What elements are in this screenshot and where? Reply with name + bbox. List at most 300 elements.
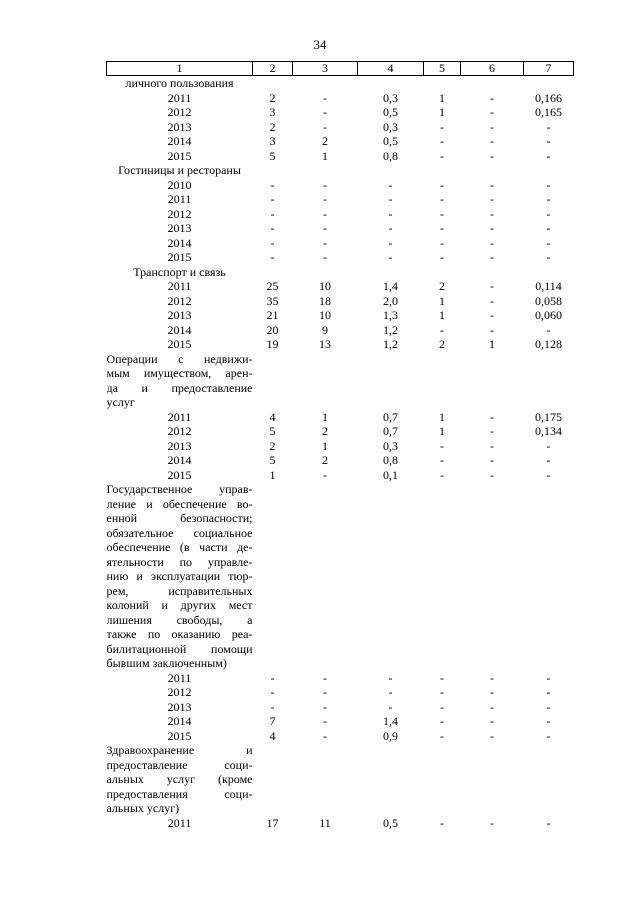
table-row [107,700,574,715]
value-cell: 4 [269,728,276,743]
year-cell: 2015 [167,728,192,743]
statistics-table [106,61,574,830]
value-cell: 0,8 [383,148,398,163]
value-cell: - [440,728,444,743]
value-cell: 0,060 [535,308,562,322]
header-row [107,62,574,76]
section-title-line: мым имуществом, арен- [106,366,253,380]
value-cell: - [270,206,275,221]
table-body [107,76,574,831]
value-cell: - [490,134,494,148]
empty-cell [253,743,293,816]
value-cell: - [388,206,393,221]
section-title-line: ятельности по управле- [106,554,253,569]
year-cell: 2012 [167,206,192,221]
value-cell: 0,7 [383,424,398,438]
value-cell: 1 [322,148,328,163]
value-cell: - [440,699,444,714]
section-title-line: альных услуг (кроме [106,772,253,786]
value-cell: - [440,714,444,728]
section-title-line: билитационной помощи [106,641,253,656]
value-cell: - [440,670,444,685]
section-title-line: Здравоохранение и [106,743,253,757]
header-cell: 7 [524,62,574,76]
empty-cell [524,76,574,91]
value-cell: 1 [439,409,445,424]
value-cell: 1 [489,337,495,351]
value-cell: 2,0 [383,293,398,308]
value-cell: - [323,250,327,264]
value-cell: - [546,250,551,264]
empty-cell [358,265,424,280]
value-cell: 19 [266,337,279,351]
empty-cell [461,482,524,671]
value-cell: - [440,148,444,163]
value-cell: - [440,815,444,830]
table-row [107,294,574,309]
value-cell: - [323,235,327,250]
empty-cell [358,163,424,178]
table-row [107,468,574,483]
value-cell: 0,134 [535,424,562,438]
value-cell: 2 [269,438,276,453]
value-cell: 1 [322,438,328,453]
value-cell: 0,165 [535,105,562,119]
value-cell: 2 [439,279,445,293]
table-row [107,192,574,207]
section-title-line: колоний и других мест [106,598,253,612]
value-cell: - [270,221,275,235]
year-cell: 2012 [167,293,192,308]
value-cell: 0,058 [535,293,562,308]
table-row [107,250,574,265]
empty-cell [293,76,358,91]
year-cell: 2013 [167,221,192,235]
value-cell: 11 [319,815,331,830]
empty-cell [524,163,574,178]
table-row [107,120,574,135]
value-cell: 0,5 [383,134,398,148]
table-row [107,236,574,251]
value-cell: 1 [439,105,445,119]
value-cell: - [440,177,444,192]
value-cell: 0,8 [383,453,398,467]
value-cell: 25 [266,279,279,293]
value-cell: - [490,221,494,235]
value-cell: - [440,250,444,264]
year-cell: 2011 [167,192,192,206]
empty-cell [293,743,358,816]
value-cell: 2 [322,453,328,467]
section-title-line: рем, исправительных [106,583,253,598]
table-row [107,337,574,352]
table-row [107,424,574,439]
value-cell: - [270,699,275,714]
header-cell: 1 [107,62,253,76]
empty-cell [524,743,574,816]
page-number: 34 [313,37,327,52]
value-cell: - [440,467,444,482]
value-cell: - [546,685,551,699]
empty-cell [424,482,461,671]
section-title [107,76,253,91]
value-cell: - [546,714,551,728]
value-cell: - [490,177,494,192]
value-cell: - [490,322,494,337]
value-cell: 1,2 [383,337,398,351]
value-cell: - [440,685,444,699]
empty-cell [524,482,574,671]
value-cell: - [323,685,327,699]
value-cell: 0,7 [383,409,398,424]
value-cell: - [490,409,494,424]
value-cell: 1 [439,90,445,105]
value-cell: - [323,728,327,743]
empty-cell [424,265,461,280]
value-cell: - [440,322,444,337]
section-title-line: енной безопасности; [106,511,253,525]
value-cell: - [490,815,494,830]
table-row [107,410,574,425]
year-cell: 2011 [167,90,192,105]
empty-cell [358,352,424,410]
value-cell: - [546,322,551,337]
value-cell: - [546,235,551,250]
value-cell: - [323,192,327,206]
section-title-line: Государственное управ- [106,482,253,496]
header-cell: 3 [293,62,358,76]
value-cell: - [546,453,551,467]
year-cell: 2011 [167,279,192,293]
year-cell: 2014 [167,714,192,728]
value-cell: - [490,670,494,685]
value-cell: - [546,438,551,453]
value-cell: - [270,670,275,685]
value-cell: 1 [439,293,445,308]
section-title-line: Операции с недвижи- [106,351,253,366]
value-cell: 10 [319,308,331,322]
table-row [107,105,574,120]
value-cell: - [546,148,551,163]
value-cell: 1 [439,424,445,438]
section-title-line: обязательное социальное [106,525,253,540]
value-cell: - [490,714,494,728]
value-cell: - [440,134,444,148]
year-cell: 2015 [167,467,192,482]
value-cell: - [323,206,327,221]
value-cell: 18 [319,293,331,308]
value-cell: - [270,177,275,192]
year-cell: 2014 [167,235,192,250]
year-cell: 2010 [167,177,192,192]
value-cell: - [546,728,551,743]
section-title [107,743,253,816]
value-cell: - [490,90,494,105]
value-cell: - [388,699,393,714]
value-cell: - [388,235,393,250]
value-cell: 9 [322,322,328,337]
year-cell: 2012 [167,685,192,699]
section-row [107,163,574,178]
empty-cell [424,163,461,178]
section-title-line: Транспорт и связь [133,264,226,279]
value-cell: - [490,453,494,467]
value-cell: - [388,177,393,192]
value-cell: - [490,105,494,119]
section-title-line: личного пользования [125,76,234,90]
value-cell: - [440,438,444,453]
value-cell: 0,3 [383,119,398,134]
value-cell: - [490,192,494,206]
value-cell: - [323,221,327,235]
value-cell: 5 [269,424,276,438]
value-cell: 21 [266,308,279,322]
value-cell: - [323,699,327,714]
value-cell: 1,3 [383,308,398,322]
table-row [107,685,574,700]
year-cell: 2013 [167,308,192,322]
value-cell: - [388,250,393,264]
value-cell: 1 [269,467,276,482]
section-row [107,76,574,91]
empty-cell [424,76,461,91]
section-title-line: также по оказанию реа- [106,627,253,641]
value-cell: - [323,177,327,192]
empty-cell [461,76,524,91]
table-row [107,308,574,323]
value-cell: 4 [269,409,276,424]
section-title-line: ление и обеспечение во- [106,496,253,511]
table-row [107,91,574,106]
value-cell: - [323,714,327,728]
year-cell: 2015 [167,250,192,264]
value-cell: 1 [439,308,445,322]
value-cell: - [546,192,551,206]
table-row [107,221,574,236]
value-cell: 1,4 [383,279,398,293]
year-cell: 2013 [167,699,192,714]
value-cell: - [546,670,551,685]
empty-cell [461,352,524,410]
table-row [107,134,574,149]
section-title [107,482,253,671]
section-title-line: Гостиницы и рестораны [118,163,241,177]
empty-cell [253,265,293,280]
value-cell: - [490,119,494,134]
table-row [107,279,574,294]
empty-cell [358,482,424,671]
section-title-line: предоставление соци- [106,757,253,772]
header-cell: 5 [424,62,461,76]
section-title [107,352,253,410]
value-cell: - [440,119,444,134]
year-cell: 2015 [167,148,192,163]
value-cell: - [440,206,444,221]
section-title [107,265,253,280]
value-cell: - [270,250,275,264]
year-cell: 2012 [167,424,192,438]
value-cell: 35 [266,293,279,308]
value-cell: - [490,685,494,699]
value-cell: 0,175 [535,409,562,424]
section-title-line: предоставления соци- [106,786,253,801]
value-cell: 0,3 [383,90,398,105]
value-cell: - [323,90,327,105]
value-cell: 10 [319,279,331,293]
empty-cell [524,265,574,280]
value-cell: 0,5 [383,815,398,830]
table-row [107,207,574,222]
section-row [107,352,574,410]
section-row [107,743,574,816]
table-row [107,323,574,338]
value-cell: - [546,815,551,830]
section-title-line: лишения свободы, а [106,612,253,627]
section-row [107,482,574,671]
value-cell: - [490,148,494,163]
value-cell: 2 [269,119,276,134]
empty-cell [461,265,524,280]
value-cell: 20 [266,322,279,337]
year-cell: 2014 [167,322,192,337]
value-cell: - [388,685,393,699]
empty-cell [253,482,293,671]
empty-cell [253,163,293,178]
value-cell: - [546,134,551,148]
value-cell: 1,4 [383,714,398,728]
value-cell: - [490,235,494,250]
value-cell: - [490,279,494,293]
section-title-line: обеспечение (в части де- [106,540,253,554]
value-cell: - [323,467,327,482]
header-cell: 2 [253,62,293,76]
year-cell: 2011 [167,409,192,424]
section-row [107,265,574,280]
value-cell: 2 [322,424,328,438]
empty-cell [293,352,358,410]
value-cell: 0,166 [535,90,562,105]
value-cell: - [546,119,551,134]
empty-cell [524,352,574,410]
table-row [107,729,574,744]
value-cell: - [440,453,444,467]
section-title-line: бывшим заключенным) [106,656,227,670]
value-cell: - [270,685,275,699]
value-cell: 0,3 [383,438,398,453]
value-cell: - [388,192,393,206]
value-cell: - [490,728,494,743]
empty-cell [424,352,461,410]
table-row [107,178,574,193]
value-cell: 5 [269,148,276,163]
table-row [107,714,574,729]
value-cell: - [490,438,494,453]
value-cell: - [546,206,551,221]
value-cell: 1 [322,409,328,424]
value-cell: - [490,424,494,438]
empty-cell [461,163,524,178]
year-cell: 2013 [167,438,192,453]
value-cell: - [490,308,494,322]
table-row [107,671,574,686]
value-cell: - [440,221,444,235]
value-cell: - [490,250,494,264]
value-cell: 0,128 [535,337,562,351]
value-cell: 7 [269,714,276,728]
table-row [107,453,574,468]
section-title-line: да и предоставление [106,380,253,395]
empty-cell [253,352,293,410]
value-cell: - [490,467,494,482]
value-cell: 0,5 [383,105,398,119]
value-cell: - [323,670,327,685]
section-title-line: нию и эксплуатации тюр- [106,569,253,583]
value-cell: - [490,293,494,308]
value-cell: - [546,221,551,235]
empty-cell [461,743,524,816]
value-cell: 2 [269,90,276,105]
year-cell: 2011 [167,815,192,830]
value-cell: - [388,670,393,685]
value-cell: - [323,119,327,134]
value-cell: - [546,699,551,714]
header-cell: 4 [358,62,424,76]
section-title-line: альных услуг) [106,801,180,815]
value-cell: 0,114 [535,279,562,293]
year-cell: 2012 [167,105,192,119]
table-row [107,149,574,164]
value-cell: 2 [322,134,328,148]
value-cell: - [323,105,327,119]
value-cell: 2 [439,337,445,351]
empty-cell [253,76,293,91]
value-cell: - [546,177,551,192]
value-cell: 17 [266,815,279,830]
value-cell: 0,1 [383,467,398,482]
value-cell: - [490,699,494,714]
table-row [107,439,574,454]
table-row [107,816,574,831]
empty-cell [293,482,358,671]
year-cell: 2014 [167,134,192,148]
value-cell: - [270,192,275,206]
value-cell: 0,9 [383,728,398,743]
year-cell: 2011 [167,670,192,685]
value-cell: 13 [319,337,331,351]
year-cell: 2015 [167,337,192,351]
value-cell: 3 [269,105,276,119]
value-cell: - [388,221,393,235]
empty-cell [358,743,424,816]
value-cell: - [270,235,275,250]
header-cell: 6 [461,62,524,76]
section-title-line: услуг [106,395,135,409]
value-cell: - [440,235,444,250]
empty-cell [293,265,358,280]
value-cell: - [440,192,444,206]
value-cell: - [490,206,494,221]
value-cell: 5 [269,453,276,467]
value-cell: 1,2 [383,322,398,337]
value-cell: 3 [269,134,276,148]
year-cell: 2013 [167,119,192,134]
value-cell: - [546,467,551,482]
section-title [107,163,253,178]
empty-cell [358,76,424,91]
year-cell: 2014 [167,453,192,467]
empty-cell [293,163,358,178]
empty-cell [424,743,461,816]
